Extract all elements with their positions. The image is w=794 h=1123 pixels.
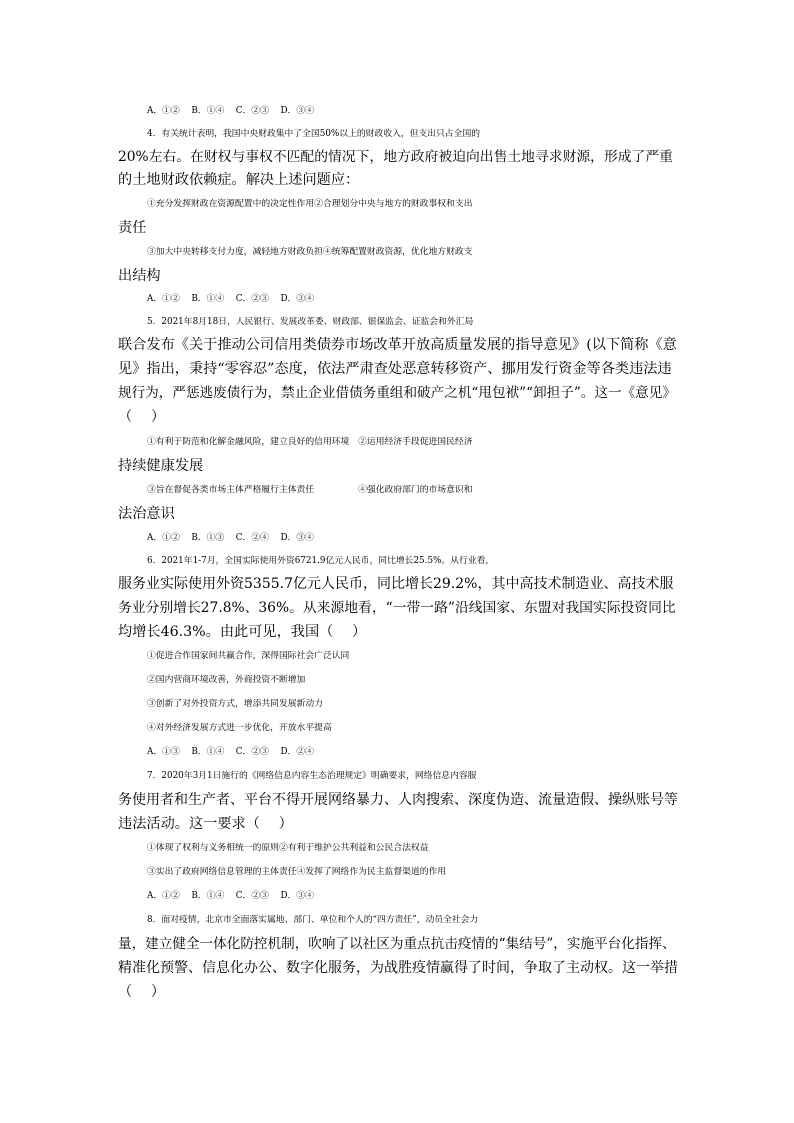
text-line: ③实出了政府网络信息管理的主体责任④发挥了网络作为民主监督渠道的作用 [147, 867, 447, 877]
text-line: 务业分别增长27.8%、36%。从来源地看，“一带一路”沿线国家、东盟对我国实际投资同比 [118, 600, 676, 616]
text-line: 20%左右。在财权与事权不匹配的情况下，地方政府被迫向出售土地寻求财源，形成了严重 [118, 149, 673, 165]
text-line: ①充分发挥财政在资源配置中的决定性作用②合理划分中央与地方的财政事权和支出 [147, 199, 473, 209]
text-line: 7．2020年3月1日施行的《网络信息内容生态治理规定》明确要求，网络信息内容服 [147, 771, 477, 781]
text-line: ④对外经济发展方式进一步优化，开放水平提高 [147, 723, 332, 733]
text-line: 法治意识 [118, 506, 175, 522]
text-line: 的土地财政依赖症。解决上述问题应： [118, 172, 360, 188]
text-line: 规行为，严惩逃废债行为，禁止企业借债务重组和破产之机“甩包袱”“卸担子”。这一《意见》 [118, 385, 676, 401]
text-line: 8．面对疫情，北京市全面落实属地、部门、单位和个人的“四方责任”，动员全社会力 [147, 915, 479, 925]
text-line: 精准化预警、信息化办公、数字化服务，为战胜疫情赢得了时间，争取了主动权。这一举措 [118, 960, 678, 976]
text-line: A．①③ B．①④ C．②③ D．②④ [147, 747, 314, 757]
text-line: ①有利于防范和化解金融风险，建立良好的信用环境 ②运用经济手段促进国民经济 [147, 437, 473, 447]
text-line: ①体现了权利与义务相统一的原则②有利于维护公共利益和公民合法权益 [147, 843, 429, 853]
text-line: 5．2021年8月18日，人民银行、发展改革委、财政部、银保监会、证监会和外汇局 [147, 317, 474, 327]
text-line: 持续健康发展 [118, 458, 204, 474]
text-line: ③旨在督促各类市场主体严格履行主体责任 ④强化政府部门的市场意识和 [147, 485, 473, 495]
text-line: A．①② B．①④ C．②③ D．③④ [147, 106, 314, 116]
text-line: 见》指出，秉持“零容忍”态度，依法严肃查处恶意转移资产、挪用发行资金等各类违法违 [118, 361, 672, 377]
text-line: 量，建立健全一体化防控机制，吹响了以社区为重点抗击疫情的“集结号”，实施平台化指挥、 [118, 936, 676, 952]
text-line: ③加大中央转移支付力度，减轻地方财政负担④统筹配置财政资源，优化地方财政支 [147, 247, 473, 257]
text-line: 违法活动。这一要求（ ） [118, 816, 293, 832]
text-line: 务使用者和生产者、平台不得开展网络暴力、人肉搜索、深度伪造、流量造假、操纵账号等 [118, 792, 678, 808]
text-line: 联合发布《关于推动公司信用类债券市场改革开放高质量发展的指导意见》(以下简称《意 [118, 337, 677, 353]
text-line: （ ） [118, 984, 166, 1000]
text-line: A．①② B．①④ C．②③ D．③④ [147, 891, 314, 901]
text-line: 6．2021年1-7月，全国实际使用外资6721.9亿元人民币，同比增长25.5%。从行业看， [147, 556, 495, 566]
text-line: ③创新了对外投资方式，增添共同发展新动力 [147, 699, 323, 709]
text-line: 4．有关统计表明，我国中央财政集中了全国50%以上的财政收入，但支出只占全国的 [147, 129, 481, 139]
text-line: 均增长46.3%。由此可见，我国（ ） [118, 624, 367, 640]
text-line: ②国内营商环境改善，外商投资不断增加 [147, 675, 306, 685]
text-line: 责任 [118, 220, 147, 236]
text-line: A．①② B．①③ C．②④ D．③④ [147, 533, 314, 543]
text-line: 出结构 [118, 268, 161, 284]
text-line: （ ） [118, 409, 166, 425]
text-line: 服务业实际使用外资5355.7亿元人民币，同比增长29.2%，其中高技术制造业、高技术服 [118, 576, 674, 592]
text-line: ①促进合作国家间共赢合作，深得国际社会广泛认同 [147, 651, 350, 661]
text-line: A．①② B．①④ C．②③ D．③④ [147, 294, 314, 304]
